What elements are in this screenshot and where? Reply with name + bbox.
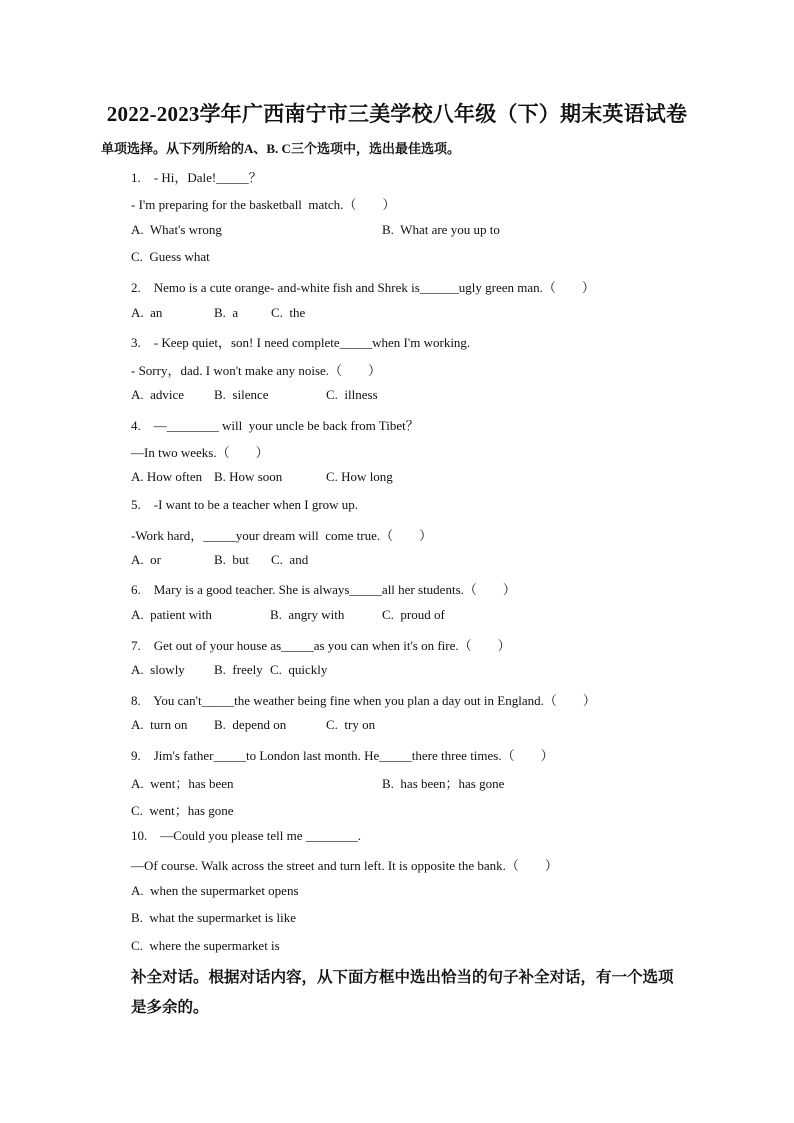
question-6-option-a: A. patient with (131, 607, 212, 622)
question-5-option-c: C. and (271, 552, 309, 567)
question-9-option-a: A. went；has been (131, 776, 234, 791)
question-2-option-a: A. an (131, 305, 163, 320)
question-4-dialogue: —In two weeks.（ ） (131, 445, 269, 460)
question-7-option-b: B. freely (214, 662, 263, 677)
question-5-option-a: A. or (131, 552, 161, 567)
question-2-option-b: B. a (214, 305, 239, 320)
question-5-option-b: B. but (214, 552, 250, 567)
question-3-option-a: A. advice (131, 387, 185, 402)
question-10-dialogue: —Of course. Walk across the street and turn left. It is opposite the bank.（ ） (131, 858, 558, 873)
question-9-option-b: B. has been；has gone (382, 776, 505, 791)
question-9-stem: 9. Jim's father_____to London last month. He_____there three times.（ ） (131, 748, 554, 763)
question-1-option-a: A. What's wrong (131, 222, 222, 237)
page-title: 2022-2023学年广西南宁市三美学校八年级（下）期末英语试卷 (106, 102, 688, 126)
question-10-option-b: B. what the supermarket is like (131, 910, 296, 925)
question-5-stem: 5. -I want to be a teacher when I grow up. (131, 497, 359, 512)
question-6-option-b: B. angry with (270, 607, 345, 622)
section-heading-dialogue-line-1: 补全对话。根据对话内容，从下面方框中选出恰当的句子补全对话，有一个选项 (131, 969, 674, 986)
question-7-option-a: A. slowly (131, 662, 185, 677)
question-4-option-b: B. How soon (214, 469, 283, 484)
question-3-option-b: B. silence (214, 387, 269, 402)
question-3-option-c: C. illness (326, 387, 378, 402)
question-6-stem: 6. Mary is a good teacher. She is always_____all her students.（ ） (131, 582, 516, 597)
question-9-option-c: C. went；has gone (131, 803, 234, 818)
question-4-option-a: A. How often (131, 469, 203, 484)
question-4-stem: 4. —________ will your uncle be back from Tibet？ (131, 418, 419, 433)
question-8-option-a: A. turn on (131, 717, 188, 732)
question-4-option-c: C. How long (326, 469, 393, 484)
section-heading-dialogue-line-2: 是多余的。 (131, 999, 209, 1016)
question-2-stem: 2. Nemo is a cute orange- and-white fish and Shrek is______ugly green man.（ ） (131, 280, 595, 295)
question-3-stem: 3. - Keep quiet，son! I need complete_____when I'm working. (131, 335, 471, 350)
question-1-stem: 1. - Hi，Dale!_____？ (131, 170, 262, 185)
question-3-dialogue: - Sorry，dad. I won't make any noise.（ ） (131, 363, 382, 378)
question-7-option-c: C. quickly (270, 662, 328, 677)
question-2-option-c: C. the (271, 305, 306, 320)
question-10-option-c: C. where the supermarket is (131, 938, 280, 953)
question-5-dialogue: -Work hard，_____your dream will come true.（ ） (131, 528, 433, 543)
question-10-stem: 10. —Could you please tell me ________. (131, 828, 362, 843)
question-1-dialogue: - I'm preparing for the basketball match.（ ） (131, 197, 396, 212)
section-heading-single-choice: 单项选择。从下列所给的A、B. C三个选项中，选出最佳选项。 (101, 141, 460, 156)
question-6-option-c: C. proud of (382, 607, 445, 622)
question-8-option-b: B. depend on (214, 717, 287, 732)
question-7-stem: 7. Get out of your house as_____as you can when it's on fire.（ ） (131, 638, 511, 653)
question-8-stem: 8. You can't_____the weather being fine when you plan a day out in England.（ ） (131, 693, 596, 708)
question-8-option-c: C. try on (326, 717, 376, 732)
question-1-option-c: C. Guess what (131, 249, 210, 264)
question-10-option-a: A. when the supermarket opens (131, 883, 299, 898)
question-1-option-b: B. What are you up to (382, 222, 500, 237)
